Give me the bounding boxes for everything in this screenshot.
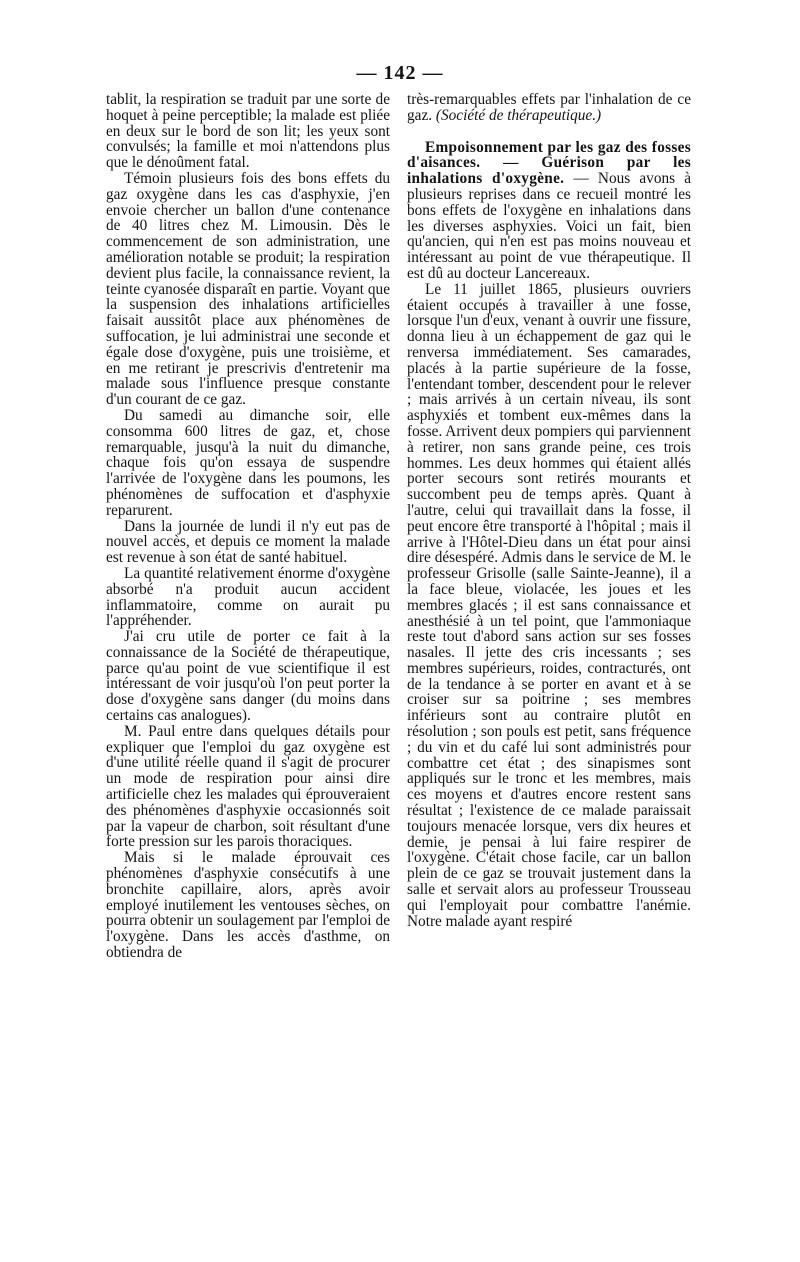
paragraph: J'ai cru utile de porter ce fait à la connaissance de la Société de thérapeutique, parce qu'au point de vue scientifique il est intéressant de voir jusqu'où l'on peut porter la dose d'oxygène sans danger (du moins dans certains cas analogues).: [106, 628, 390, 725]
paragraph-text: très-remarquables effets par l'inhalation de ce gaz.: [407, 91, 691, 124]
paragraph: La quantité relativement énorme d'oxygène absorbé n'a produit aucun accident inflammatoire, comme on aurait pu l'appréhender.: [106, 564, 390, 630]
paragraph: [407, 92, 691, 124]
section-intro: — Nous avons à plusieurs reprises dans ce recueil montré les bons effets de l'oxygène en inhalations dans les diverses asphyxies. Voici un fait, bien qu'ancien, qui n'en est pas moins nouveau et intéressant au point de vue thérapeutique. Il est dû au docteur Lancereaux.: [407, 170, 692, 282]
paragraph: Témoin plusieurs fois des bons effets du gaz oxygène dans les cas d'asphyxie, j'en envoie chercher un ballon d'une contenance de 40 litres chez M. Limousin. Dès le commencement de son administration, une amélioration notable se produit; la respiration devient plus facile, la connaissance revient, la teinte cyanosée disparaît en partie. Voyant que la suspension des inhalations artificielles faisait aussitôt place aux phénomènes de suffocation, je lui administrai une seconde et égale dose d'oxygène, puis une troisième, et en me retirant je prescrivis d'entretenir ma malade sous l'influence presque constante d'un courant de ce gaz.: [106, 169, 390, 409]
right-column: [407, 92, 691, 929]
paragraph: Du samedi au dimanche soir, elle consomma 600 litres de gaz, et, chose remarquable, jusqu'à la nuit du dimanche, chaque fois qu'on essaya de suspendre l'arrivée de l'oxygène dans les poumons, les phénomènes de suffocation et d'asphyxie reparurent.: [106, 406, 390, 519]
source-citation: (Société de thérapeutique.): [435, 106, 602, 124]
section-heading: Empoisonnement par les gaz des fosses d'aisances. — Guérison par les inhalations d'oxygène.: [407, 138, 691, 188]
paragraph: Dans la journée de lundi il n'y eut pas de nouvel accès, et depuis ce moment la malade est revenue à son état de santé habituel.: [106, 517, 390, 567]
page-number: — 142 —: [356, 62, 444, 84]
paragraph: Le 11 juillet 1865, plusieurs ouvriers étaient occupés à travailler à une fosse, lorsque l'un d'eux, venant à ouvrir une fissure, donna lieu à un échappement de gaz qui le renversa immédiatement. Ses camarades, placés à la partie supérieure de la fosse, l'entendant tomber, descendent pour le relever ; mais arrivés à un certain niveau, ils sont asphyxiés et tombent eux-mêmes dans la fosse. Arrivent deux pompiers qui parviennent à retirer, non sans grande peine, ces trois hommes. Les deux hommes qui étaient allés porter secours sont retirés mourants et succombent peu de temps après. Quant à l'autre, celui qui travaillait dans la fosse, il peut encore être transporté à l'hôpital ; mais il arrive à l'Hôtel-Dieu dans un état pour ainsi dire désespéré. Admis dans le service de M. le professeur Grisolle (salle Sainte-Jeanne), il a la face bleue, violacée, les joues et les membres glacés ; il est sans connaissance et anesthésié à un tel point, que l'ammoniaque reste tout d'abord sans action sur ses fosses nasales. Il jette des cris incessants ; ses membres supérieurs, roides, contracturés, ont de la tendance à se porter en avant et à se croiser sur sa poitrine ; ses membres inférieurs sont au contraire plutôt en résolution ; son pouls est petit, sans fréquence ; du vin et du café lui sont administrés pour combattre cet état ; des sinapismes sont appliqués sur le tronc et les membres, mais ces moyens et d'autres encore restent sans résultat ; l'existence de ce malade paraissait toujours menacée lorsque, vers dix heures et demie, je pensai à lui faire respirer de l'oxygène. C'était chose facile, car un ballon plein de ce gaz se trouvait justement dans la salle et servait alors au professeur Trousseau qui l'employait pour combattre l'anémie. Notre malade ayant respiré: [407, 280, 691, 930]
left-column: [106, 92, 390, 961]
paragraph: Mais si le malade éprouvait ces phénomènes d'asphyxie consécutifs à une bronchite capillaire, alors, après avoir employé inutilement les ventouses sèches, on pourra obtenir un soulagement par l'emploi de l'oxygène. Dans les accès d'asthme, on obtiendra de: [106, 849, 390, 962]
paragraph: M. Paul entre dans quelques détails pour expliquer que l'emploi du gaz oxygène est d'une utilité réelle quand il s'agit de procurer un mode de respiration pour ainsi dire artificielle chez les malades qui éprouveraient des phénomènes d'asphyxie occasionnés soit par la vapeur de charbon, soit résultant d'une forte pression sur les parois thoraciques.: [106, 722, 390, 851]
paragraph: tablit, la respiration se traduit par une sorte de hoquet à peine perceptible; la malade est pliée en deux sur le bord de son lit; les yeux sont convulsés; la famille et moi n'attendons plus que le dénoûment fatal.: [106, 91, 390, 172]
section: [407, 140, 691, 282]
